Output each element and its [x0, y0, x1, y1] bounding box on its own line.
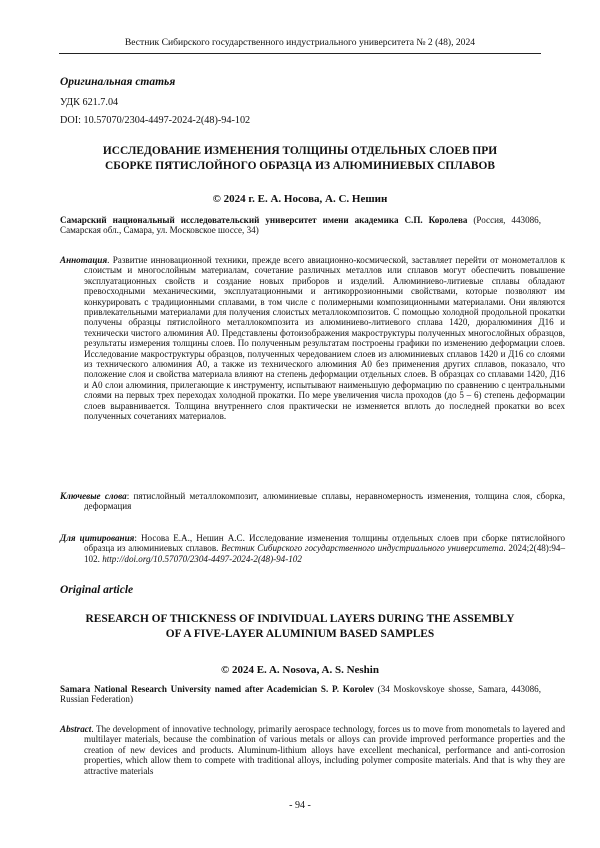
abstract-ru-label: Аннотация: [60, 255, 108, 265]
affiliation-ru: [60, 215, 541, 236]
abstract-ru: [60, 255, 565, 422]
abstract-en-text: . The development of innovative technology, primarily aerospace technology, forces us to move from monometals to layered and multilayer materials, because the combination of various metals or alloys can provide improved performance properties and the creation of new devices and products. Aluminum-lithium alloys have excellent mechanical, performance and anti-corrosion properties, which allow them to compete with traditional alloys, including polymer composite materials. And that is why they are attractive materials: [84, 724, 565, 776]
citation-ru-journal: Вестник Сибирского государственного индустриального университета: [221, 543, 504, 554]
title-ru-line1: ИССЛЕДОВАНИЕ ИЗМЕНЕНИЯ ТОЛЩИНЫ ОТДЕЛЬНЫХ СЛОЕВ ПРИ: [102, 145, 498, 157]
affiliation-ru-name: Самарский национальный исследовательский университет имени академика С.П. Королева: [60, 215, 468, 225]
doi: DOI: 10.57070/2304-4497-2024-2(48)-94-102: [60, 115, 251, 126]
affiliation-en: [60, 684, 541, 705]
page-number: - 94 -: [289, 800, 311, 811]
journal-header: Вестник Сибирского государственного индустриального университета № 2 (48), 2024: [124, 37, 476, 48]
abstract-ru-text: . Развитие инновационной техники, прежде всего авиационно-космической, заставляет перейти от монометаллов к слоистым и многослойным материалам, сочетание различных металлов или сплавов могут обеспечить повышение эксплуатационных свойств и создание новых приборов и изделий. Алюминиево-литиевые сплавы обладают превосходными механическими, эксплуатационными и антикоррозионными свойствами, которые позволяют им конкурировать с традиционными сплавами, в том числе с полимерными композиционными материалами. Они являются привлекательными материалами для получения слоистых металлокомпозитов. С помощью холодной продольной прокатки получены образцы пятислойного металлокомпозита из алюминиево-литиевого сплава 1420, дюралюминия Д16 и технически чистого алюминия А0. Представлены фотоизображения макроструктуры полученных многослойных образцов, результаты измерения толщины слоев. По полученным результатам построены графики по изменению деформации слоев. Исследование макроструктуры образцов, полученных чередованием слоев из алюминиевых сплавов 1420 и Д16 со слоями из технического алюминия А0, а также из технического алюминия А0 без применения других сплавов, показало, что положение слоя и свойства материала влияют на степень деформации отдельных слоев. В образцах со сплавами 1420, Д16 и А0 слои алюминия, прилегающие к инструменту, испытывают наименьшую деформацию по сравнению с центральными слоями на первых трех переходах холодной прокатки. По мере увеличения числа проходов (до 5 – 6) степень деформации слоев выравнивается. Толщина внутреннего слоя практически не изменяется вплоть до последней прокатки во всех полученных сочетаниях материалов.: [84, 255, 565, 422]
citation-ru-tail: . 2024;2(48):94–102.: [84, 543, 565, 564]
title-ru-line2: СБОРКЕ ПЯТИСЛОЙНОГО ОБРАЗЦА ИЗ АЛЮМИНИЕВЫХ СПЛАВОВ: [105, 160, 495, 172]
keywords-ru-label: Ключевые слова: [60, 491, 127, 501]
citation-ru: [60, 533, 565, 564]
citation-ru-label: Для цитирования: [60, 533, 135, 543]
citation-ru-text: : Носова Е.А., Нешин А.С. Исследование изменения толщины отдельных слоев при сборке пятислойного образца из алюминиевых сплавов.: [84, 533, 566, 554]
authors-ru: © 2024 г. Е. А. Носова, А. С. Нешин: [212, 193, 388, 205]
keywords-ru-text: : пятислойный металлокомпозит, алюминиевые сплавы, неравномерность изменения, толщина слоя, сборка, деформация: [84, 491, 565, 512]
title-en-line1: RESEARCH OF THICKNESS OF INDIVIDUAL LAYERS DURING THE ASSEMBLY: [85, 613, 515, 625]
citation-ru-doi[interactable]: http://doi.org/10.57070/2304-4497-2024-2(48)-94-102: [102, 553, 302, 564]
affiliation-en-name: Samara National Research University named after Academician S. P. Korolev: [60, 684, 374, 694]
title-en-line2: OF A FIVE-LAYER ALUMINIUM BASED SAMPLES: [165, 628, 435, 640]
abstract-en: [60, 724, 565, 776]
header-divider: [59, 53, 541, 54]
affiliation-ru-address: (Россия, 443086, Самарская обл., Самара, ул. Московское шоссе, 34): [60, 215, 541, 236]
title-en: [60, 612, 540, 642]
article-type-ru: Оригинальная статья: [60, 76, 176, 88]
title-ru: [60, 144, 540, 174]
authors-en: © 2024 E. A. Nosova, A. S. Neshin: [221, 664, 379, 676]
abstract-en-label: Abstract: [60, 724, 92, 734]
keywords-ru: [60, 491, 565, 512]
article-type-en: Original article: [60, 584, 134, 596]
affiliation-en-address: (34 Moskovskoye shosse, Samara, 443086, Russian Federation): [60, 684, 541, 705]
udc: УДК 621.7.04: [60, 97, 119, 108]
